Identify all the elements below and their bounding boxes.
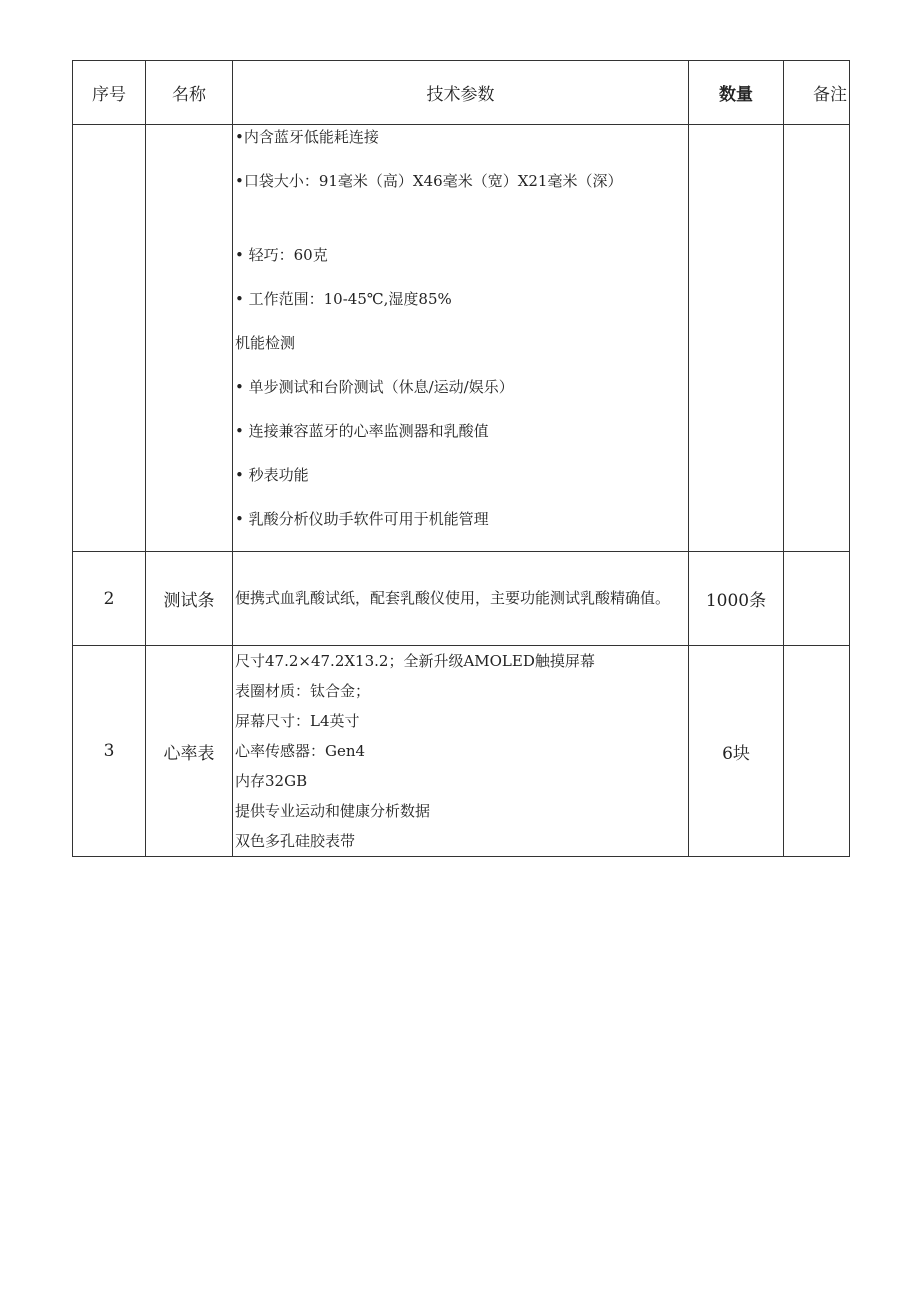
row1-name xyxy=(146,125,233,552)
param-line: • 乳酸分析仪助手软件可用于机能管理 xyxy=(235,510,489,528)
spec-table xyxy=(72,60,850,857)
header-remark: 备注 xyxy=(784,61,850,125)
table-row xyxy=(73,552,850,646)
row1-no xyxy=(73,125,146,552)
row2-remark xyxy=(784,552,850,646)
row2-params: 便携式血乳酸试纸，配套乳酸仪使用，主要功能测试乳酸精确值。 xyxy=(233,552,689,646)
param-line: 表圈材质：钛合金； xyxy=(235,682,371,700)
header-name: 名称 xyxy=(146,61,233,125)
row3-no: 3 xyxy=(73,646,146,857)
param-line: 双色多孔硅胶表带 xyxy=(235,832,356,850)
row3-name: 心率表 xyxy=(146,646,233,857)
row1-qty xyxy=(689,125,784,552)
param-line: • 轻巧：60克 xyxy=(235,246,328,264)
param-line: • 连接兼容蓝牙的心率监测器和乳酸值 xyxy=(235,422,489,440)
row2-qty: 1000条 xyxy=(689,552,784,646)
param-line: •内含蓝牙低能耗连接 xyxy=(235,128,379,146)
param-line: 屏幕尺寸：L4英寸 xyxy=(235,712,360,730)
param-line: • 工作范围：10-45℃,湿度85% xyxy=(235,290,452,308)
header-no: 序号 xyxy=(73,61,146,125)
param-line: 内存32GB xyxy=(235,772,308,790)
header-qty: 数量 xyxy=(689,61,784,125)
param-line: •口袋大小：91毫米（高）X46毫米（宽）X21毫米（深） xyxy=(235,172,623,190)
row3-remark xyxy=(784,646,850,857)
param-line: • 单步测试和台阶测试（休息/运动/娱乐） xyxy=(235,378,514,396)
row2-name: 测试条 xyxy=(146,552,233,646)
header-row xyxy=(73,61,850,125)
table-row xyxy=(73,125,850,552)
param-line: • 秒表功能 xyxy=(235,466,309,484)
row1-params xyxy=(233,125,689,552)
row1-remark xyxy=(784,125,850,552)
param-line: 心率传感器：Gen4 xyxy=(235,742,366,760)
param-line: 尺寸47.2×47.2X13.2；全新升级AMOLED触摸屏幕 xyxy=(235,652,595,670)
table-row xyxy=(73,646,850,857)
param-line: 提供专业运动和健康分析数据 xyxy=(235,802,431,820)
row2-no: 2 xyxy=(73,552,146,646)
row3-params xyxy=(233,646,689,857)
param-line: 机能检测 xyxy=(235,334,296,352)
row3-qty: 6块 xyxy=(689,646,784,857)
header-params: 技术参数 xyxy=(233,61,689,125)
